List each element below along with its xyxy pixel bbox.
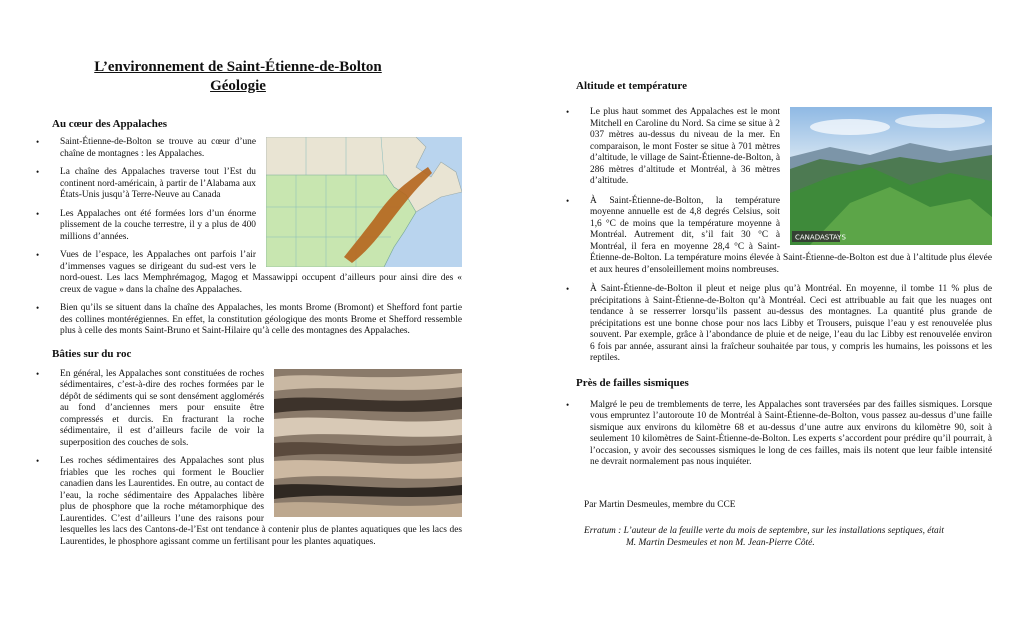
list-item: • La chaîne des Appalaches traverse tout l’Est du continent nord-américain, à partir de l’Alabama aux États-Unis jusqu’à Terre-Neuve au Canada <box>36 167 256 200</box>
section-heading-roc: Bâties sur du roc <box>52 347 132 360</box>
list-altitude <box>566 107 992 365</box>
list-item: • Les Appalaches ont été formées lors d’un énorme plissement de la couche terrestre, il y a plus de 400 millions d’années. <box>36 208 256 242</box>
list-item: • À Saint-Étienne-de-Bolton il pleut et neige plus qu’à Montréal. En moyenne, il tombe 11 % plus de précipitations à Saint-Étienne-de-Bolton qu’à Montréal. Ceci est attribuable au fait que les nuages ont tendance à se resserrer lorsqu’ils passent au-dessus des montagnes. La quantité plus grande de précipitations est une bonne chose pour nos lacs Libby et Trousers, puisque l’eau y est renouvelée plus souvent. Par exemple, grâce à l’abondance de pluie et de neige, l’eau du lac Libby est renouvelée environ 6 fois par année, assurant ainsi la fraîcheur souhaitée par tous, y compris les humains, les poissons et les reptiles. <box>566 284 992 363</box>
erratum-note <box>584 525 992 549</box>
section-heading-appalaches: Au cœur des Appalaches <box>52 118 168 130</box>
list-appalaches <box>36 137 462 338</box>
list-roc <box>36 369 462 549</box>
erratum-line-2: M. Martin Desmeules et non M. Jean-Pierre Côté. <box>626 537 815 548</box>
list-item: • Les roches sédimentaires des Appalaches sont plus friables que les roches qui forment le Bouclier canadien dans les Laurentides. En outre, au contact de l’eau, la roche sédimentaire des Appalaches libère plus de phosphore que la roche métamorphique des Laurentides. C’est d’ailleurs l’une des raisons pour lesquelles les lacs des Cantons-de-l’Est ont tendance à contenir plus de plantes aquatiques que les lacs des Laurentides, le phosphore agissant comme un fertilisant pour les plantes aquatiques. <box>36 456 462 547</box>
page-title <box>36 58 440 96</box>
erratum-line-1: L’auteur de la feuille verte du mois de septembre, sur les installations septiques, était <box>623 525 944 536</box>
list-item: • Malgré le peu de tremblements de terre, les Appalaches sont traversées par des failles sismiques. Lorsque vous empruntez l’autoroute 10 de Montréal à Saint-Étienne-de-Bolton, vous passez au-dessus d’une faille sismique aux environs du kilomètre 68 et au-dessus d’une autre aux environs du kilomètre 90, soit à seulement 10 kilomètres de Saint-Étienne-de-Bolton. Les experts s’accordent pour prédire qu’il pourrait, à l’occasion, y avoir des secousses sismiques le long de ces failles, mais ils notent que leur faible intensité ne devrait normalement pas nous inquiéter. <box>566 399 992 467</box>
title-line-1: L’environnement de Saint-Étienne-de-Bolton <box>94 59 382 75</box>
section-heading-failles: Près de failles sismiques <box>576 376 689 389</box>
list-item: • Le plus haut sommet des Appalaches est le mont Mitchell en Caroline du Nord. Sa cime se situe à 2 037 mètres au-dessus du niveau de la mer. En comparaison, le mont Foster se situe à 701 mètres d’altitude, le village de Saint-Étienne-de-Bolton, à 286 mètres d’altitude et Montréal, à 36 mètres d’altitude. <box>566 107 780 186</box>
author-signature: Par Martin Desmeules, membre du CCE <box>584 499 736 510</box>
list-item: • En général, les Appalaches sont constituées de roches sédimentaires, c’est-à-dire des roches formées par le dépôt de sédiments qui se sont densément agglomérés au fond d’anciennes mers pour ensuite être compressés et durcis. En fracturant la roche sédimentaire, il est d’ailleurs facile de voir la superposition des couches de sols. <box>36 368 264 448</box>
section-heading-altitude: Altitude et température <box>576 80 687 92</box>
title-line-2: Géologie <box>210 78 266 94</box>
list-item: • Saint-Étienne-de-Bolton se trouve au cœur d’une chaîne de montagnes : les Appalaches. <box>36 137 256 159</box>
list-failles <box>566 400 992 469</box>
right-column <box>566 80 992 549</box>
list-item: • Bien qu’ils se situent dans la chaîne des Appalaches, les monts Brome (Bromont) et Shefford font partie des collines montérégiennes. En effet, la constitution géologique des monts Brome et Shefford ressemble plus à celle des monts Saint-Bruno et Saint-Hilaire qu’à celle des montagnes des Appalaches. <box>36 303 462 336</box>
list-item: • À Saint-Étienne-de-Bolton, la température moyenne annuelle est de 4,8 degrés Celsius, soit 1,6 °C de moins que la température moyenne à Montréal. Autrement dit, s’il fait 30 °C à Montréal, il fera en moyenne 28,4 °C à Saint-Étienne-de-Bolton. La température moins élevée à Saint-Étienne-de-Bolton est due à l’altitude plus élevée et aux heures d’ensoleillement moins nombreuses. <box>566 195 992 275</box>
list-item: • Vues de l’espace, les Appalaches ont parfois l’air d’immenses vagues se dirigeant du sud-est vers le nord-ouest. Les lacs Memphrémagog, Magog et Massawippi occupent d’ailleurs pour ainsi dire des « creux de vague » dans la chaîne des Appalaches. <box>36 250 462 295</box>
erratum-label: Erratum : <box>584 525 622 536</box>
left-column <box>36 58 462 548</box>
photo-watermark: CANADASTAYS <box>795 233 846 242</box>
